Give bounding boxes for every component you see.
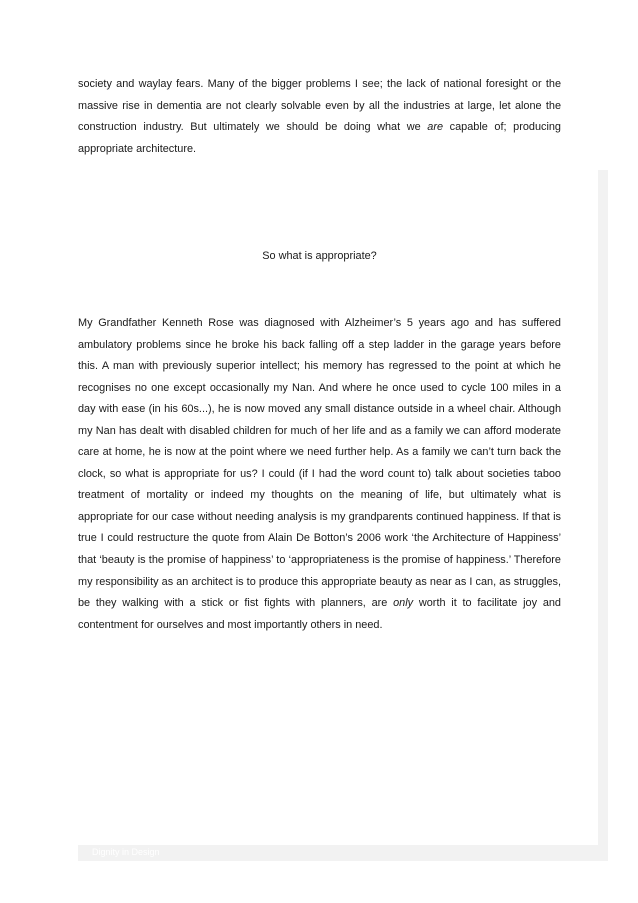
page-edge-shadow xyxy=(598,170,608,860)
para1-text-a: society and waylay fears. Many of the bigger problems I see; the lack of national foresight or the massive rise in dementia are not clearly solvable even by all the industries at large, let alone the construction industry. But ultimately we should be doing what we xyxy=(78,78,561,134)
para1-text-b: capable of; producing appropriate architecture. xyxy=(78,121,561,155)
para2-text-b: worth it to facilitate joy and contentment for ourselves and most importantly others in need. xyxy=(78,597,561,631)
body-paragraph-2 xyxy=(78,313,561,636)
body-paragraph-1 xyxy=(78,74,561,160)
footer-title: Dignity in Design xyxy=(92,847,160,857)
para2-text-a: My Grandfather Kenneth Rose was diagnosed with Alzheimer’s 5 years ago and has suffered ambulatory problems since he broke his back falling off a step ladder in the garage years before this. A man with previously superior intellect; his memory has regressed to the point at which he recognises no one except occasionally my Nan. And where he once used to cycle 100 miles in a day with ease (in his 60s...), he is now moved any small distance outside in a wheel chair. Although my Nan has dealt with disabled children for much of her life and as a family we can afford moderate care at home, he is now at the point where we need further help. As a family we can’t turn back the clock, so what is appropriate for us? I could (if I had the word count to) talk about societies taboo treatment of mortality or indeed my thoughts on the meaning of life, but ultimately what is appropriate for our case without needing analysis is my grandparents continued happiness. If that is true I could restructure the quote from Alain De Botton’s 2006 work ‘the Architecture of Happiness’ that ‘beauty is the promise of happiness’ to ‘appropriateness is the promise of happiness.’ Therefore my responsibility as an architect is to produce this appropriate beauty as near as I can, as struggles, be they walking with a stick or fist fights with planners, are xyxy=(78,317,561,610)
para1-emphasis-are: are xyxy=(427,121,444,134)
para2-emphasis-only: only xyxy=(393,597,414,610)
section-heading: So what is appropriate? xyxy=(262,250,377,262)
